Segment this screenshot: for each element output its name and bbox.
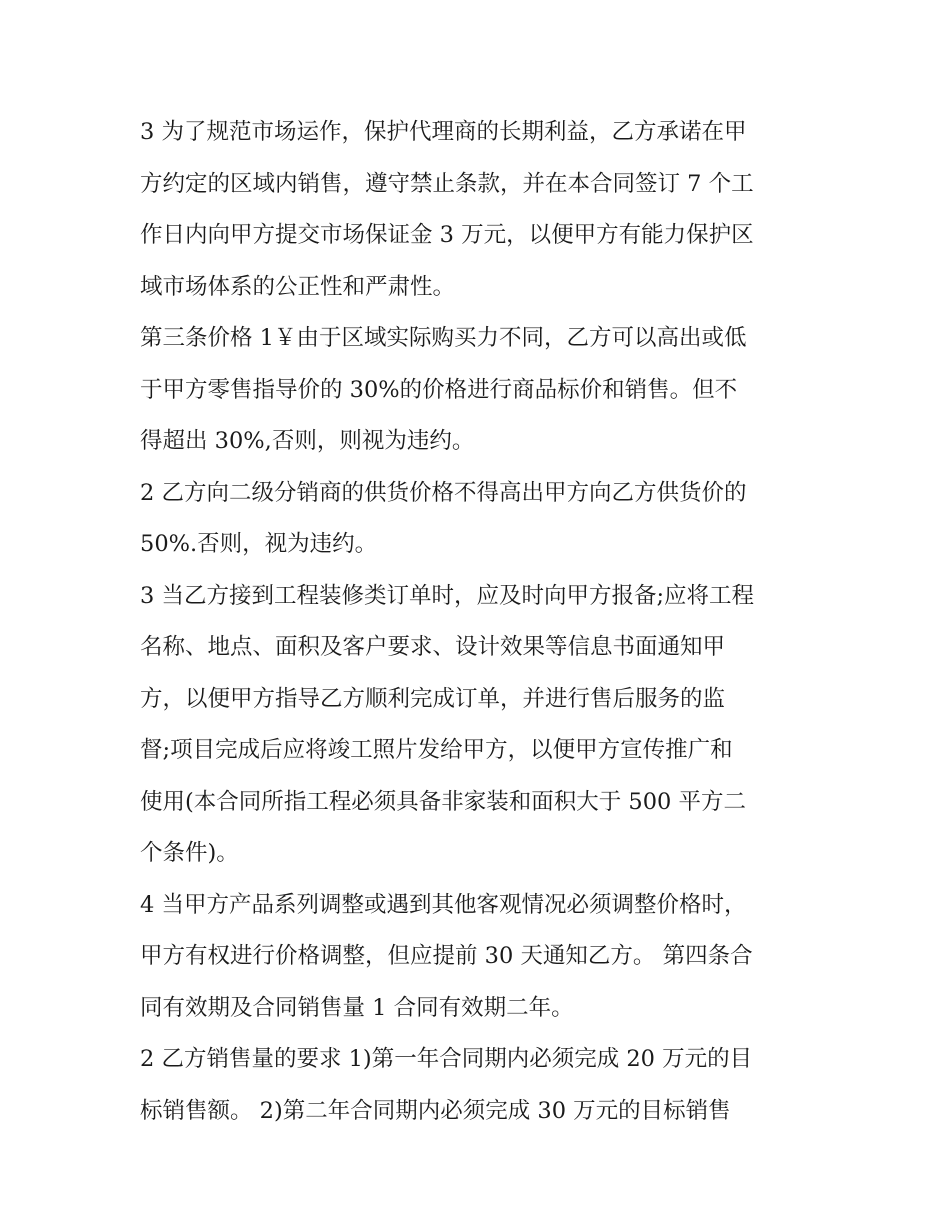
paragraph-article-three-price: 第三条价格 1￥由于区域实际购买力不同，乙方可以高出或低 于甲方零售指导价的 30%的价格进行商品标价和销售。但不 得超出 30%,否则，则视为违约。 <box>140 325 747 454</box>
paragraph-price-adjustment: 4 当甲方产品系列调整或遇到其他客观情况必须调整价格时， 甲方有权进行价格调整，但应提前 30 天通知乙方。 第四条合 同有效期及合同销售量 1 合同有效期二年。 <box>140 891 753 1021</box>
paragraph-distributor-price: 2 乙方向二级分销商的供货价格不得高出甲方向乙方供货价的 50%.否则，视为违约。 <box>140 479 747 557</box>
paragraph-engineering-orders: 3 当乙方接到工程装修类订单时，应及时向甲方报备;应将工程 名称、地点、面积及客户要求、设计效果等信息书面通知甲 方，以便甲方指导乙方顺利完成订单，并进行售后服务的监 督;项目完成后应将竣工照片发给甲方，以便甲方宣传推广和 使用(本合同所指工程必须具备非家装和面积大于 500 平方二 个条件)。 <box>140 582 755 866</box>
document-body <box>140 107 820 1137</box>
paragraph-sales-volume: 2 乙方销售量的要求 1)第一年合同期内必须完成 20 万元的目 标销售额。 2)第二年合同期内必须完成 30 万元的目标销售 <box>140 1046 753 1124</box>
paragraph-security-deposit: 3 为了规范市场运作，保护代理商的长期利益，乙方承诺在甲 方约定的区域内销售，遵守禁止条款，并在本合同签订 7 个工 作日内向甲方提交市场保证金 3 万元，以便甲方有能力保护区 域市场体系的公正性和严肃性。 <box>140 119 754 300</box>
